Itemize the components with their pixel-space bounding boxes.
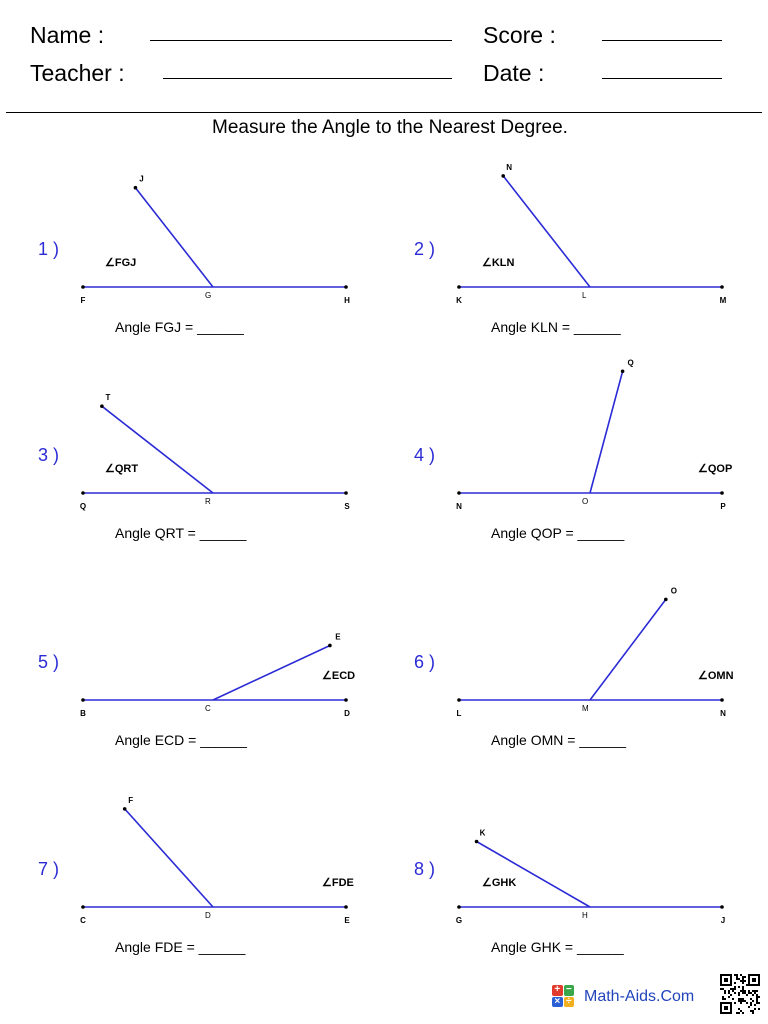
point-label-right: P bbox=[720, 502, 726, 511]
angle-name-label: ∠QOP bbox=[698, 463, 733, 475]
problem-8 bbox=[414, 829, 725, 956]
instructions: Measure the Angle to the Nearest Degree. bbox=[212, 117, 568, 138]
problem-7 bbox=[38, 796, 354, 955]
endpoint-dot bbox=[501, 174, 505, 178]
vertex-label: D bbox=[205, 911, 211, 920]
point-label-right: D bbox=[344, 709, 350, 718]
answer-prompt: Angle GHK = ______ bbox=[491, 939, 624, 955]
logo-tile: × bbox=[552, 997, 563, 1008]
point-label-ray: O bbox=[670, 586, 677, 596]
qr-code-icon bbox=[720, 974, 760, 1014]
brand-name: Math-Aids.Com bbox=[584, 988, 695, 1005]
point-label-right: E bbox=[344, 916, 350, 925]
vertex-label: M bbox=[582, 704, 589, 713]
problem-5 bbox=[38, 632, 355, 748]
endpoint-dot bbox=[344, 491, 348, 495]
problem-number: 4 ) bbox=[414, 445, 436, 465]
answer-prompt: Angle OMN = ______ bbox=[491, 732, 627, 748]
endpoint-dot bbox=[457, 285, 461, 289]
point-label-right: N bbox=[720, 709, 726, 718]
point-label-ray: K bbox=[479, 828, 486, 838]
point-label-ray: T bbox=[105, 393, 111, 403]
point-label-left: B bbox=[80, 709, 86, 718]
endpoint-dot bbox=[81, 285, 85, 289]
point-label-ray: E bbox=[335, 632, 341, 642]
logo-tile: − bbox=[564, 985, 575, 996]
endpoint-dot bbox=[457, 491, 461, 495]
angle-name-label: ∠GHK bbox=[482, 877, 517, 889]
point-label-right: J bbox=[720, 916, 726, 925]
endpoint-dot bbox=[720, 285, 724, 289]
endpoint-dot bbox=[81, 491, 85, 495]
problem-number: 7 ) bbox=[38, 859, 60, 879]
point-label-ray: N bbox=[506, 162, 513, 172]
ray bbox=[102, 406, 213, 493]
vertex-label: H bbox=[582, 911, 588, 920]
point-label-ray: Q bbox=[627, 358, 634, 368]
endpoint-dot bbox=[123, 807, 127, 811]
vertex-label: L bbox=[582, 291, 587, 300]
problem-number: 2 ) bbox=[414, 239, 436, 259]
angle-name-label: ∠FGJ bbox=[105, 257, 137, 269]
logo-tile: ÷ bbox=[564, 997, 575, 1008]
vertex-label: R bbox=[205, 497, 211, 506]
answer-prompt: Angle FDE = ______ bbox=[115, 939, 246, 955]
logo-tile: + bbox=[552, 985, 563, 996]
ray bbox=[213, 645, 330, 700]
problem-number: 1 ) bbox=[38, 239, 60, 259]
endpoint-dot bbox=[720, 491, 724, 495]
answer-prompt: Angle KLN = ______ bbox=[491, 319, 621, 335]
problem-number: 8 ) bbox=[414, 859, 436, 879]
endpoint-dot bbox=[720, 905, 724, 909]
answer-prompt: Angle ECD = ______ bbox=[115, 732, 247, 748]
vertex-label: G bbox=[205, 291, 212, 300]
endpoint-dot bbox=[457, 698, 461, 702]
problem-3 bbox=[38, 393, 350, 541]
point-label-left: F bbox=[80, 296, 86, 305]
angle-name-label: ∠KLN bbox=[482, 257, 515, 269]
angle-name-label: ∠FDE bbox=[322, 877, 354, 889]
problem-number: 5 ) bbox=[38, 652, 60, 672]
endpoint-dot bbox=[621, 369, 625, 373]
point-label-left: C bbox=[80, 916, 86, 925]
endpoint-dot bbox=[720, 698, 724, 702]
problem-1 bbox=[38, 175, 350, 335]
endpoint-dot bbox=[664, 598, 668, 602]
endpoint-dot bbox=[344, 698, 348, 702]
answer-prompt: Angle QOP = ______ bbox=[491, 525, 625, 541]
endpoint-dot bbox=[134, 186, 138, 190]
angle-name-label: ∠OMN bbox=[698, 670, 734, 682]
date-label: Date : bbox=[483, 60, 545, 86]
problem-4 bbox=[414, 358, 732, 541]
endpoint-dot bbox=[344, 905, 348, 909]
answer-prompt: Angle FGJ = ______ bbox=[115, 319, 244, 335]
teacher-label: Teacher : bbox=[30, 60, 125, 86]
ray bbox=[503, 176, 590, 287]
endpoint-dot bbox=[81, 698, 85, 702]
answer-prompt: Angle QRT = ______ bbox=[115, 525, 247, 541]
problem-2 bbox=[414, 163, 727, 335]
ray bbox=[590, 371, 623, 493]
point-label-ray: J bbox=[139, 174, 144, 184]
point-label-left: G bbox=[455, 916, 463, 925]
endpoint-dot bbox=[100, 404, 104, 408]
angle-name-label: ∠ECD bbox=[322, 670, 356, 682]
ray bbox=[125, 809, 213, 907]
problem-number: 6 ) bbox=[414, 652, 436, 672]
name-label: Name : bbox=[30, 22, 105, 48]
point-label-right: S bbox=[344, 502, 350, 511]
point-label-left: L bbox=[456, 709, 462, 718]
point-label-right: M bbox=[719, 296, 727, 305]
ray bbox=[590, 599, 666, 700]
endpoint-dot bbox=[328, 644, 332, 648]
ray bbox=[477, 842, 590, 908]
endpoint-dot bbox=[344, 285, 348, 289]
point-label-left: N bbox=[456, 502, 462, 511]
endpoint-dot bbox=[81, 905, 85, 909]
problem-6 bbox=[414, 586, 734, 748]
point-label-right: H bbox=[344, 296, 350, 305]
ray bbox=[135, 188, 213, 287]
vertex-label: O bbox=[582, 497, 589, 506]
endpoint-dot bbox=[475, 840, 479, 844]
endpoint-dot bbox=[457, 905, 461, 909]
problem-number: 3 ) bbox=[38, 445, 60, 465]
angle-name-label: ∠QRT bbox=[105, 463, 139, 475]
math-aids-logo-icon bbox=[552, 985, 574, 1007]
point-label-left: K bbox=[456, 296, 462, 305]
vertex-label: C bbox=[205, 704, 211, 713]
score-label: Score : bbox=[483, 22, 556, 48]
point-label-ray: F bbox=[128, 795, 134, 805]
point-label-left: Q bbox=[79, 502, 87, 511]
